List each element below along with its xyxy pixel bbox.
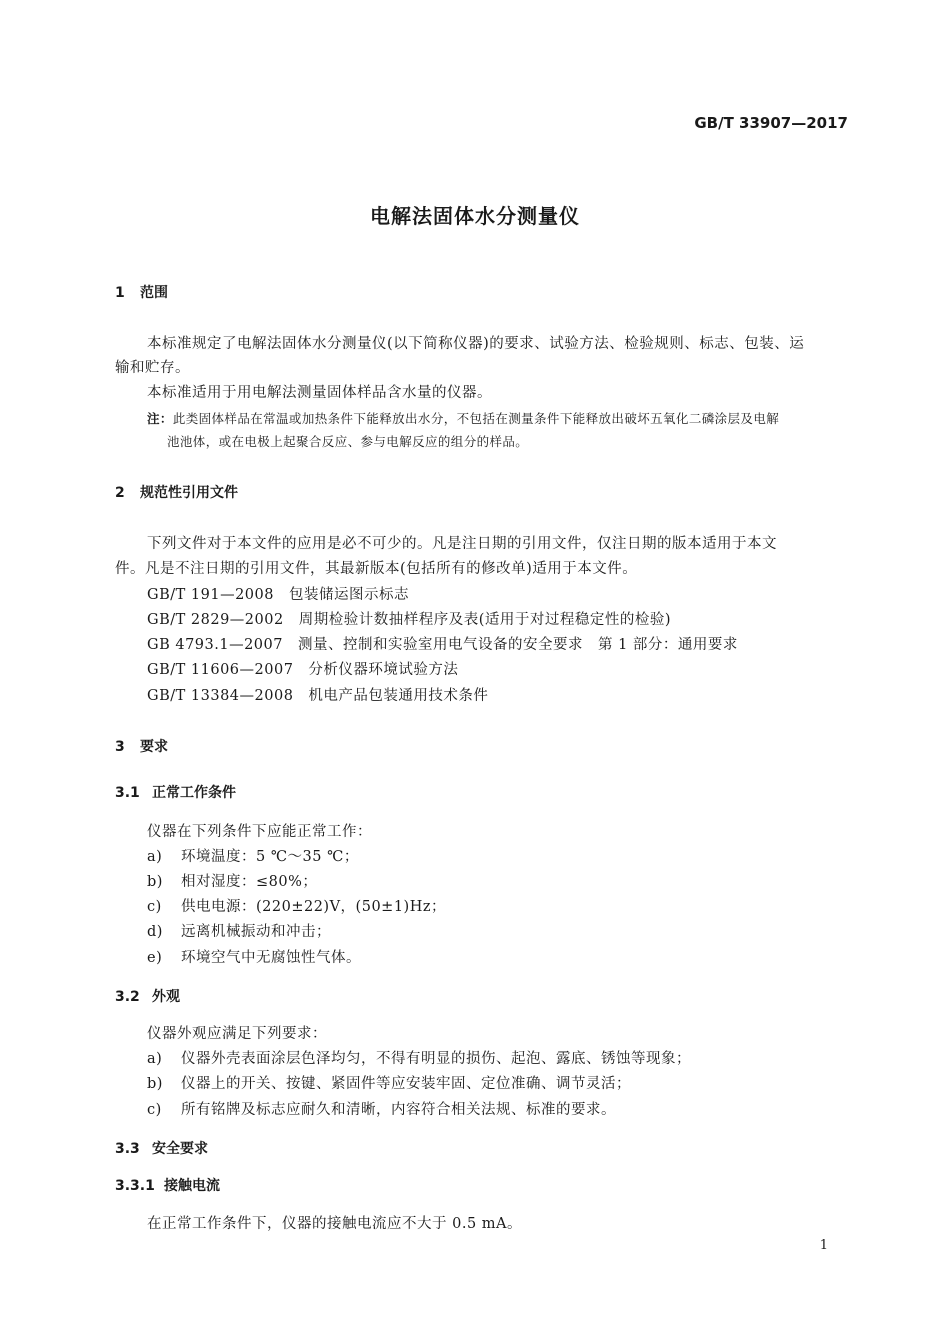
note	[147, 409, 779, 427]
list-item	[147, 946, 361, 967]
section-title: 要求	[140, 739, 168, 755]
list-item	[147, 895, 446, 916]
list-label: e)	[147, 950, 163, 966]
section-title: 规范性引用文件	[140, 485, 238, 501]
list-text: 环境温度：5 ℃～35 ℃；	[181, 849, 359, 865]
list-label: a)	[147, 1051, 163, 1067]
reference-item: GB/T 13384—2008 机电产品包装通用技术条件	[147, 688, 489, 704]
list-text: 仪器外壳表面涂层色泽均匀，不得有明显的损伤、起泡、露底、锈蚀等现象；	[181, 1051, 691, 1067]
section-2-heading	[115, 482, 238, 502]
subsection-3-3-1-heading	[115, 1175, 220, 1195]
paragraph: 本标准适用于用电解法测量固体样品含水量的仪器。	[147, 385, 492, 401]
section-title: 范围	[140, 285, 168, 301]
list-item	[147, 1098, 616, 1119]
paragraph: 仪器在下列条件下应能正常工作：	[147, 824, 372, 840]
subsection-number: 3.1	[115, 785, 140, 801]
section-number: 3	[115, 739, 125, 755]
list-text: 远离机械振动和冲击；	[181, 924, 331, 940]
subsection-number: 3.3.1	[115, 1178, 155, 1194]
section-number: 2	[115, 485, 125, 501]
document-title: 电解法固体水分测量仪	[370, 204, 580, 228]
reference-item: GB/T 2829—2002 周期检验计数抽样程序及表(适用于对过程稳定性的检验)	[147, 612, 672, 628]
paragraph: 件。凡是不注日期的引用文件，其最新版本(包括所有的修改单)适用于本文件。	[115, 561, 638, 577]
list-text: 所有铭牌及标志应耐久和清晰，内容符合相关法规、标准的要求。	[181, 1102, 616, 1118]
subsection-3-2-heading	[115, 986, 180, 1006]
standard-number: GB/T 33907—2017	[694, 114, 848, 132]
list-label: c)	[147, 899, 162, 915]
note-label: 注：	[147, 411, 173, 426]
subsection-title: 安全要求	[152, 1141, 208, 1157]
section-3-heading	[115, 736, 168, 756]
subsection-3-3-heading	[115, 1138, 208, 1158]
list-label: d)	[147, 924, 163, 940]
section-number: 1	[115, 285, 125, 301]
subsection-number: 3.2	[115, 989, 140, 1005]
list-item	[147, 1072, 631, 1093]
list-text: 供电电源：(220±22)V，(50±1)Hz；	[181, 899, 446, 915]
subsection-number: 3.3	[115, 1141, 140, 1157]
list-text: 仪器上的开关、按键、紧固件等应安装牢固、定位准确、调节灵活；	[181, 1076, 631, 1092]
list-label: c)	[147, 1102, 162, 1118]
paragraph: 本标准规定了电解法固体水分测量仪(以下简称仪器)的要求、试验方法、检验规则、标志、包装、运	[147, 336, 805, 352]
list-label: b)	[147, 1076, 163, 1092]
note-text: 此类固体样品在常温或加热条件下能释放出水分，不包括在测量条件下能释放出破坏五氧化二磷涂层及电解	[172, 411, 780, 426]
reference-item: GB/T 11606—2007 分析仪器环境试验方法	[147, 662, 459, 678]
subsection-title: 接触电流	[164, 1178, 220, 1194]
list-item	[147, 920, 331, 941]
subsection-title: 外观	[152, 989, 180, 1005]
list-item	[147, 845, 359, 866]
list-label: a)	[147, 849, 163, 865]
reference-item: GB/T 191—2008 包装储运图示标志	[147, 587, 409, 603]
subsection-title: 正常工作条件	[152, 785, 236, 801]
list-item	[147, 1047, 691, 1068]
list-item	[147, 870, 317, 891]
page-number: 1	[819, 1238, 828, 1253]
subsection-3-1-heading	[115, 782, 236, 802]
list-label: b)	[147, 874, 163, 890]
list-text: 环境空气中无腐蚀性气体。	[181, 950, 361, 966]
paragraph: 在正常工作条件下，仪器的接触电流应不大于 0.5 mA。	[147, 1216, 522, 1232]
paragraph: 仪器外观应满足下列要求：	[147, 1026, 327, 1042]
reference-item: GB 4793.1—2007 测量、控制和实验室用电气设备的安全要求 第 1 部分：通用要求	[147, 637, 738, 653]
paragraph: 输和贮存。	[115, 360, 190, 376]
list-text: 相对湿度：≤80%；	[181, 874, 318, 890]
section-1-heading	[115, 282, 168, 302]
note-continuation: 池池体，或在电极上起聚合反应、参与电解反应的组分的样品。	[167, 434, 529, 449]
paragraph: 下列文件对于本文件的应用是必不可少的。凡是注日期的引用文件，仅注日期的版本适用于本文	[147, 536, 777, 552]
